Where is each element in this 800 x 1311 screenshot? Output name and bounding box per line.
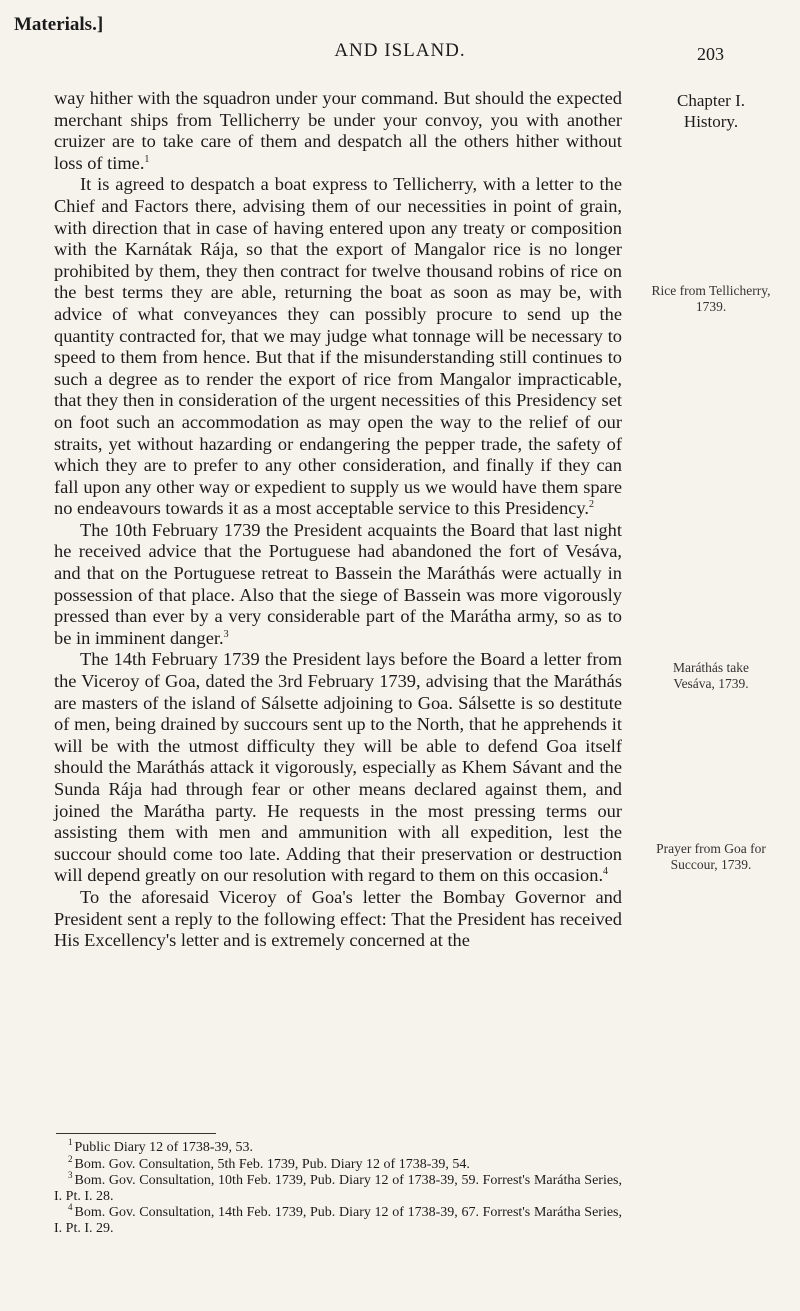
sidenote-prayer: Prayer from Goa for Succour, 1739. [656, 841, 766, 872]
footnote-text: Bom. Gov. Consultation, 14th Feb. 1739, Pub. Diary 12 of 1738-39, 67. Forrest's Marátha Series, I. Pt. I. 29. [54, 1205, 622, 1236]
sidenote-chapter-label: Chapter I. [677, 91, 745, 110]
paragraph-2-text: It is agreed to despatch a boat express to Tellicherry, with a letter to the Chief and Factors there, advising them of our necessities in point of grain, with direction that in case of having entered upon any treaty or composition with the Karnátak Rája, so that the export of Mangalor rice is no longer prohibited by them, they then contract for twelve thousand robins of rice on the best terms they are able, returning the boat as soon as may be, with advice of what conveyances they can possibly procure to send up the quantity contracted for, that we may judge what tonnage will be necessary to speed to them from hence. But that if the misunderstanding still continues to such a degree as to render the export of rice from Mangalor impracticable, that they then in consideration of the urgent necessities of this Presidency set on foot such an accommodation as may open the way to the relief of our straits, yet without hazarding or endangering the pepper trade, the safety of which they are to prefer to any other consideration, and finally if they can fall upon any other way or expedient to supply us we would have them spare no endeavours towards it as a most acceptable service to this Presidency. [54, 174, 622, 519]
footnote-mark: 1 [68, 1137, 73, 1148]
sidenote-chapter [651, 90, 771, 132]
footnote-mark: 3 [68, 1170, 73, 1181]
footnote [54, 1202, 622, 1236]
footnote-mark: 2 [68, 1153, 73, 1164]
paragraph-3 [54, 520, 622, 650]
footnote-text: Public Diary 12 of 1738-39, 53. [74, 1140, 253, 1155]
footnote-ref-2: 2 [589, 499, 595, 511]
footnote-divider [56, 1133, 216, 1134]
running-title: AND ISLAND. [334, 40, 466, 61]
paragraph-4-text: The 14th February 1739 the President lays before the Board a letter from the Viceroy of Goa, dated the 3rd February 1739, advising that the Maráthás are masters of the island of Sálsette adjoining to Goa. Sálsette is so destitute of men, being drained by succours sent up to the North, that he apprehends it will be with the utmost difficulty they will be able to defend Goa itself should the Maráthás attack it vigorously, especially as Khem Sávant and the Sunda Rája had through fear or other means declared against them, and joined the Marátha party. He requests in the most pressing terms our assisting them with men and ammunition with all expedition, lest the succour should come too late. Adding that their preservation or destruction will depend greatly on our resolution with regard to them on this occasion. [54, 649, 622, 886]
footnote-ref-4: 4 [603, 866, 609, 878]
footnote-text: Bom. Gov. Consultation, 10th Feb. 1739, Pub. Diary 12 of 1738-39, 59. Forrest's Marátha Series, I. Pt. I. 28. [54, 1173, 622, 1204]
paragraph-1-text: way hither with the squadron under your command. But should the expected merchant ships from Tellicherry be under your convoy, you with another cruizer are to take care of them and despatch all the others hither without loss of time. [54, 88, 622, 173]
footnote [54, 1153, 622, 1173]
footnote [54, 1137, 622, 1156]
paragraph-3-text: The 10th February 1739 the President acquaints the Board that last night he received advice that the Portuguese had abandoned the fort of Vesáva, and that on the Portuguese retreat to Bassein the Maráthás were actually in possession of that place. Also that the siege of Bassein was more vigorously pressed than ever by a very considerable part of the Marátha army, so as to be in imminent danger. [54, 519, 622, 648]
paragraph-1 [54, 88, 622, 174]
sidenote-marathas: Maráthás take Vesáva, 1739. [672, 660, 750, 691]
footnote [54, 1170, 622, 1204]
page-number: 203 [697, 44, 724, 64]
paragraph-5-text: To the aforesaid Viceroy of Goa's letter the Bombay Governor and President sent a reply to the following effect: That the President has received His Excellency's letter and is extremely concerned at the [54, 886, 622, 951]
footnote-text: Bom. Gov. Consultation, 5th Feb. 1739, Pub. Diary 12 of 1738-39, 54. [74, 1156, 470, 1172]
footnote-ref-3: 3 [223, 628, 229, 640]
footnote-mark: 4 [68, 1202, 73, 1213]
paragraph-4 [54, 649, 622, 887]
sidenote-history-label: History. [683, 112, 739, 131]
paragraph-2 [54, 174, 622, 520]
body-text [54, 88, 622, 952]
footnote-ref-1: 1 [144, 153, 150, 165]
paragraph-5 [54, 887, 622, 952]
footnotes [54, 1137, 622, 1237]
section-tag: Materials.] [14, 14, 104, 35]
sidenote-rice: Rice from Tellicherry, 1739. [651, 283, 771, 314]
